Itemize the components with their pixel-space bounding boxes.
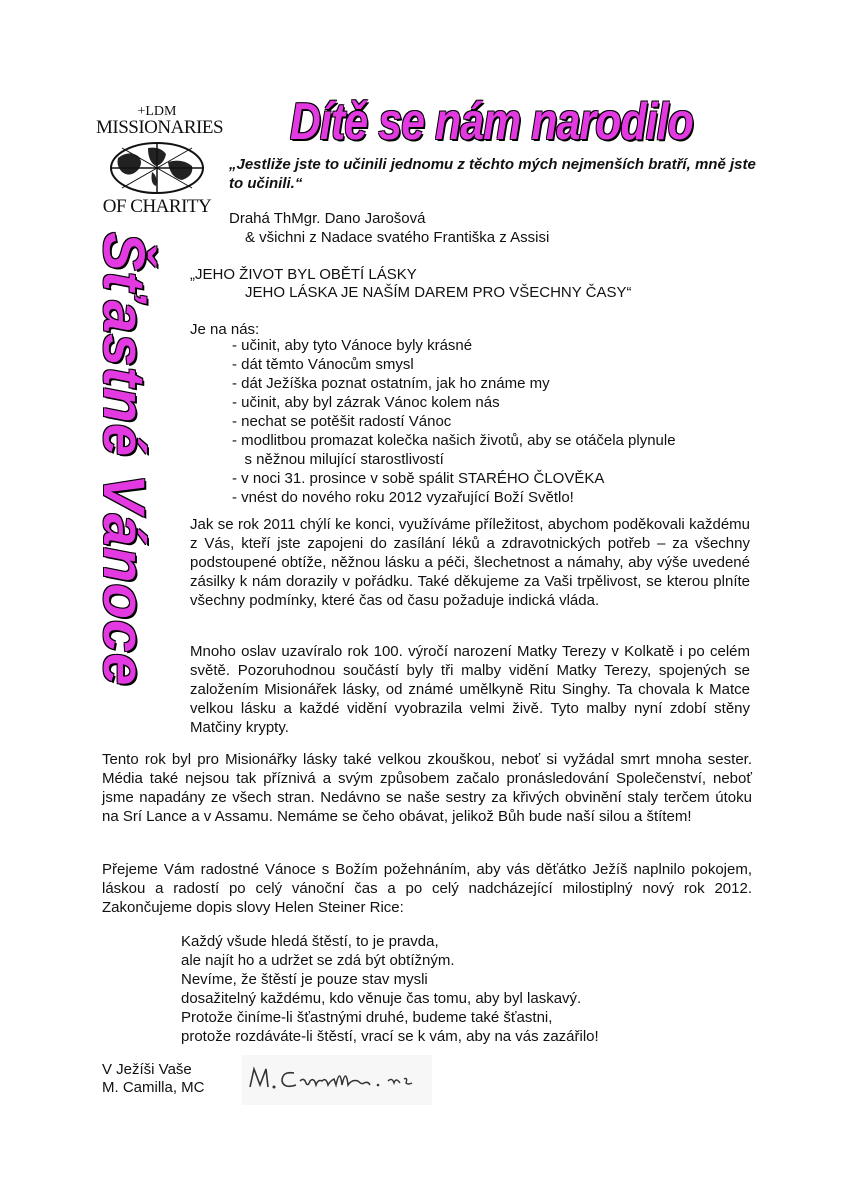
poem-line: protože rozdáváte-li štěstí, vrací se k vám, aby na vás zazářilo!	[181, 1028, 599, 1045]
list-item: - vnést do nového roku 2012 vyzařující Boží Světlo!	[232, 489, 574, 506]
paragraph-trials: Tento rok byl pro Misionářky lásky také velkou zkouškou, neboť si vyžádal smrt mnoha sester. Média také nejsou tak příznivá a svým způsobem začalo pronásledování Společenství, neboť jsme napadány ze všech stran. Nedávno se naše sestry za křivých obvinění staly terčem útoku na Srí Lance a v Assamu. Nemáme se čeho obávat, jelikož Bůh bude naší silou a štítem!	[102, 751, 752, 825]
paragraph-wishes: Přejeme Vám radostné Vánoce s Božím požehnáním, aby vás děťátko Ježíš naplnilo pokojem, láskou a radostí po celý vánoční čas a po celý nadcházející milostiplný nový rok 2012. Zakončujeme dopis slovy Helen Steiner Rice:	[102, 861, 752, 916]
logo-line-2: OF CHARITY	[102, 196, 212, 217]
side-greeting	[91, 232, 157, 687]
logo-small-text: +LDM	[137, 104, 177, 119]
list-item: - nechat se potěšit radostí Vánoc	[232, 413, 452, 430]
poem-line: ale najít ho a udržet se zdá být obtížným.	[181, 952, 455, 969]
list-item: - modlitbou promazat kolečka našich životů, aby se otáčela plynule	[232, 432, 676, 449]
logo-line-1: MISSIONARIES	[96, 117, 224, 138]
closing-line-2: M. Camilla, MC	[102, 1079, 205, 1096]
list-item: - dát Ježíška poznat ostatním, jak ho známe my	[232, 375, 550, 392]
side-greeting-text: Šťastné Vánoce	[91, 232, 156, 687]
poem-line: Každý všude hledá štěstí, to je pravda,	[181, 933, 439, 950]
bible-quote: „Jestliže jste to učinili jednomu z těchto mých nejmenších bratří, mně jste to učinili.“	[229, 156, 756, 192]
list-item: - dát těmto Vánocům smysl	[232, 356, 414, 373]
list-intro: Je na nás:	[190, 321, 260, 338]
missionaries-of-charity-logo	[96, 100, 224, 222]
closing-line-1: V Ježíši Vaše	[102, 1061, 192, 1078]
motto-line-2: JEHO LÁSKA JE NAŠÍM DAREM PRO VŠECHNY ČASY“	[245, 284, 632, 301]
paragraph-thanks: Jak se rok 2011 chýlí ke konci, využíváme příležitost, abychom poděkovali každému z Vás, kteří jste zapojeni do zasílání léků a zdravotnických potřeb – za všechny podstoupené obtíže, něžnou lásku a péči, šlechetnost a námahy, aby výše uvedené zásilky k nám dorazily v pořádku. Také děkujeme za Vaši trpělivost, se kterou plníte všechny podmínky, které čas od času požaduje indická vláda.	[190, 516, 750, 609]
list-item: s něžnou milující starostlivostí	[232, 451, 444, 468]
motto-line-1: „JEHO ŽIVOT BYL OBĚTÍ LÁSKY	[190, 266, 417, 283]
globe-icon	[108, 140, 206, 196]
handwritten-signature	[242, 1055, 432, 1105]
poem-line: Protože činíme-li šťastnými druhé, budeme také šťastni,	[181, 1009, 553, 1026]
list-item: - učinit, aby tyto Vánoce byly krásné	[232, 337, 473, 354]
greeting-line-1: Drahá ThMgr. Dano Jarošová	[229, 210, 426, 227]
poem-line: Nevíme, že štěstí je pouze stav mysli	[181, 971, 428, 988]
poem	[181, 932, 599, 1046]
wishes-list	[232, 336, 676, 507]
list-item: - učinit, aby byl zázrak Vánoc kolem nás	[232, 394, 500, 411]
page-title: Dítě se nám narodilo	[290, 93, 693, 151]
paragraph-anniversary: Mnoho oslav uzavíralo rok 100. výročí narození Matky Terezy v Kolkatě i po celém světě. Pozoruhodnou součástí byly tři malby vidění Matky Terezy, spojených se založením Misionářek lásky, od známé umělkyně Ritu Singhy. Ta chovala k Matce velkou lásku a každé vidění vyobrazila velmi živě. Tyto malby nyní zdobí stěny Matčiny krypty.	[190, 643, 750, 736]
poem-line: dosažitelný každému, kdo věnuje čas tomu, aby byl laskavý.	[181, 990, 582, 1007]
list-item: - v noci 31. prosince v sobě spálit STARÉHO ČLOVĚKA	[232, 470, 605, 487]
greeting-line-2: & všichni z Nadace svatého Františka z Assisi	[245, 229, 550, 246]
